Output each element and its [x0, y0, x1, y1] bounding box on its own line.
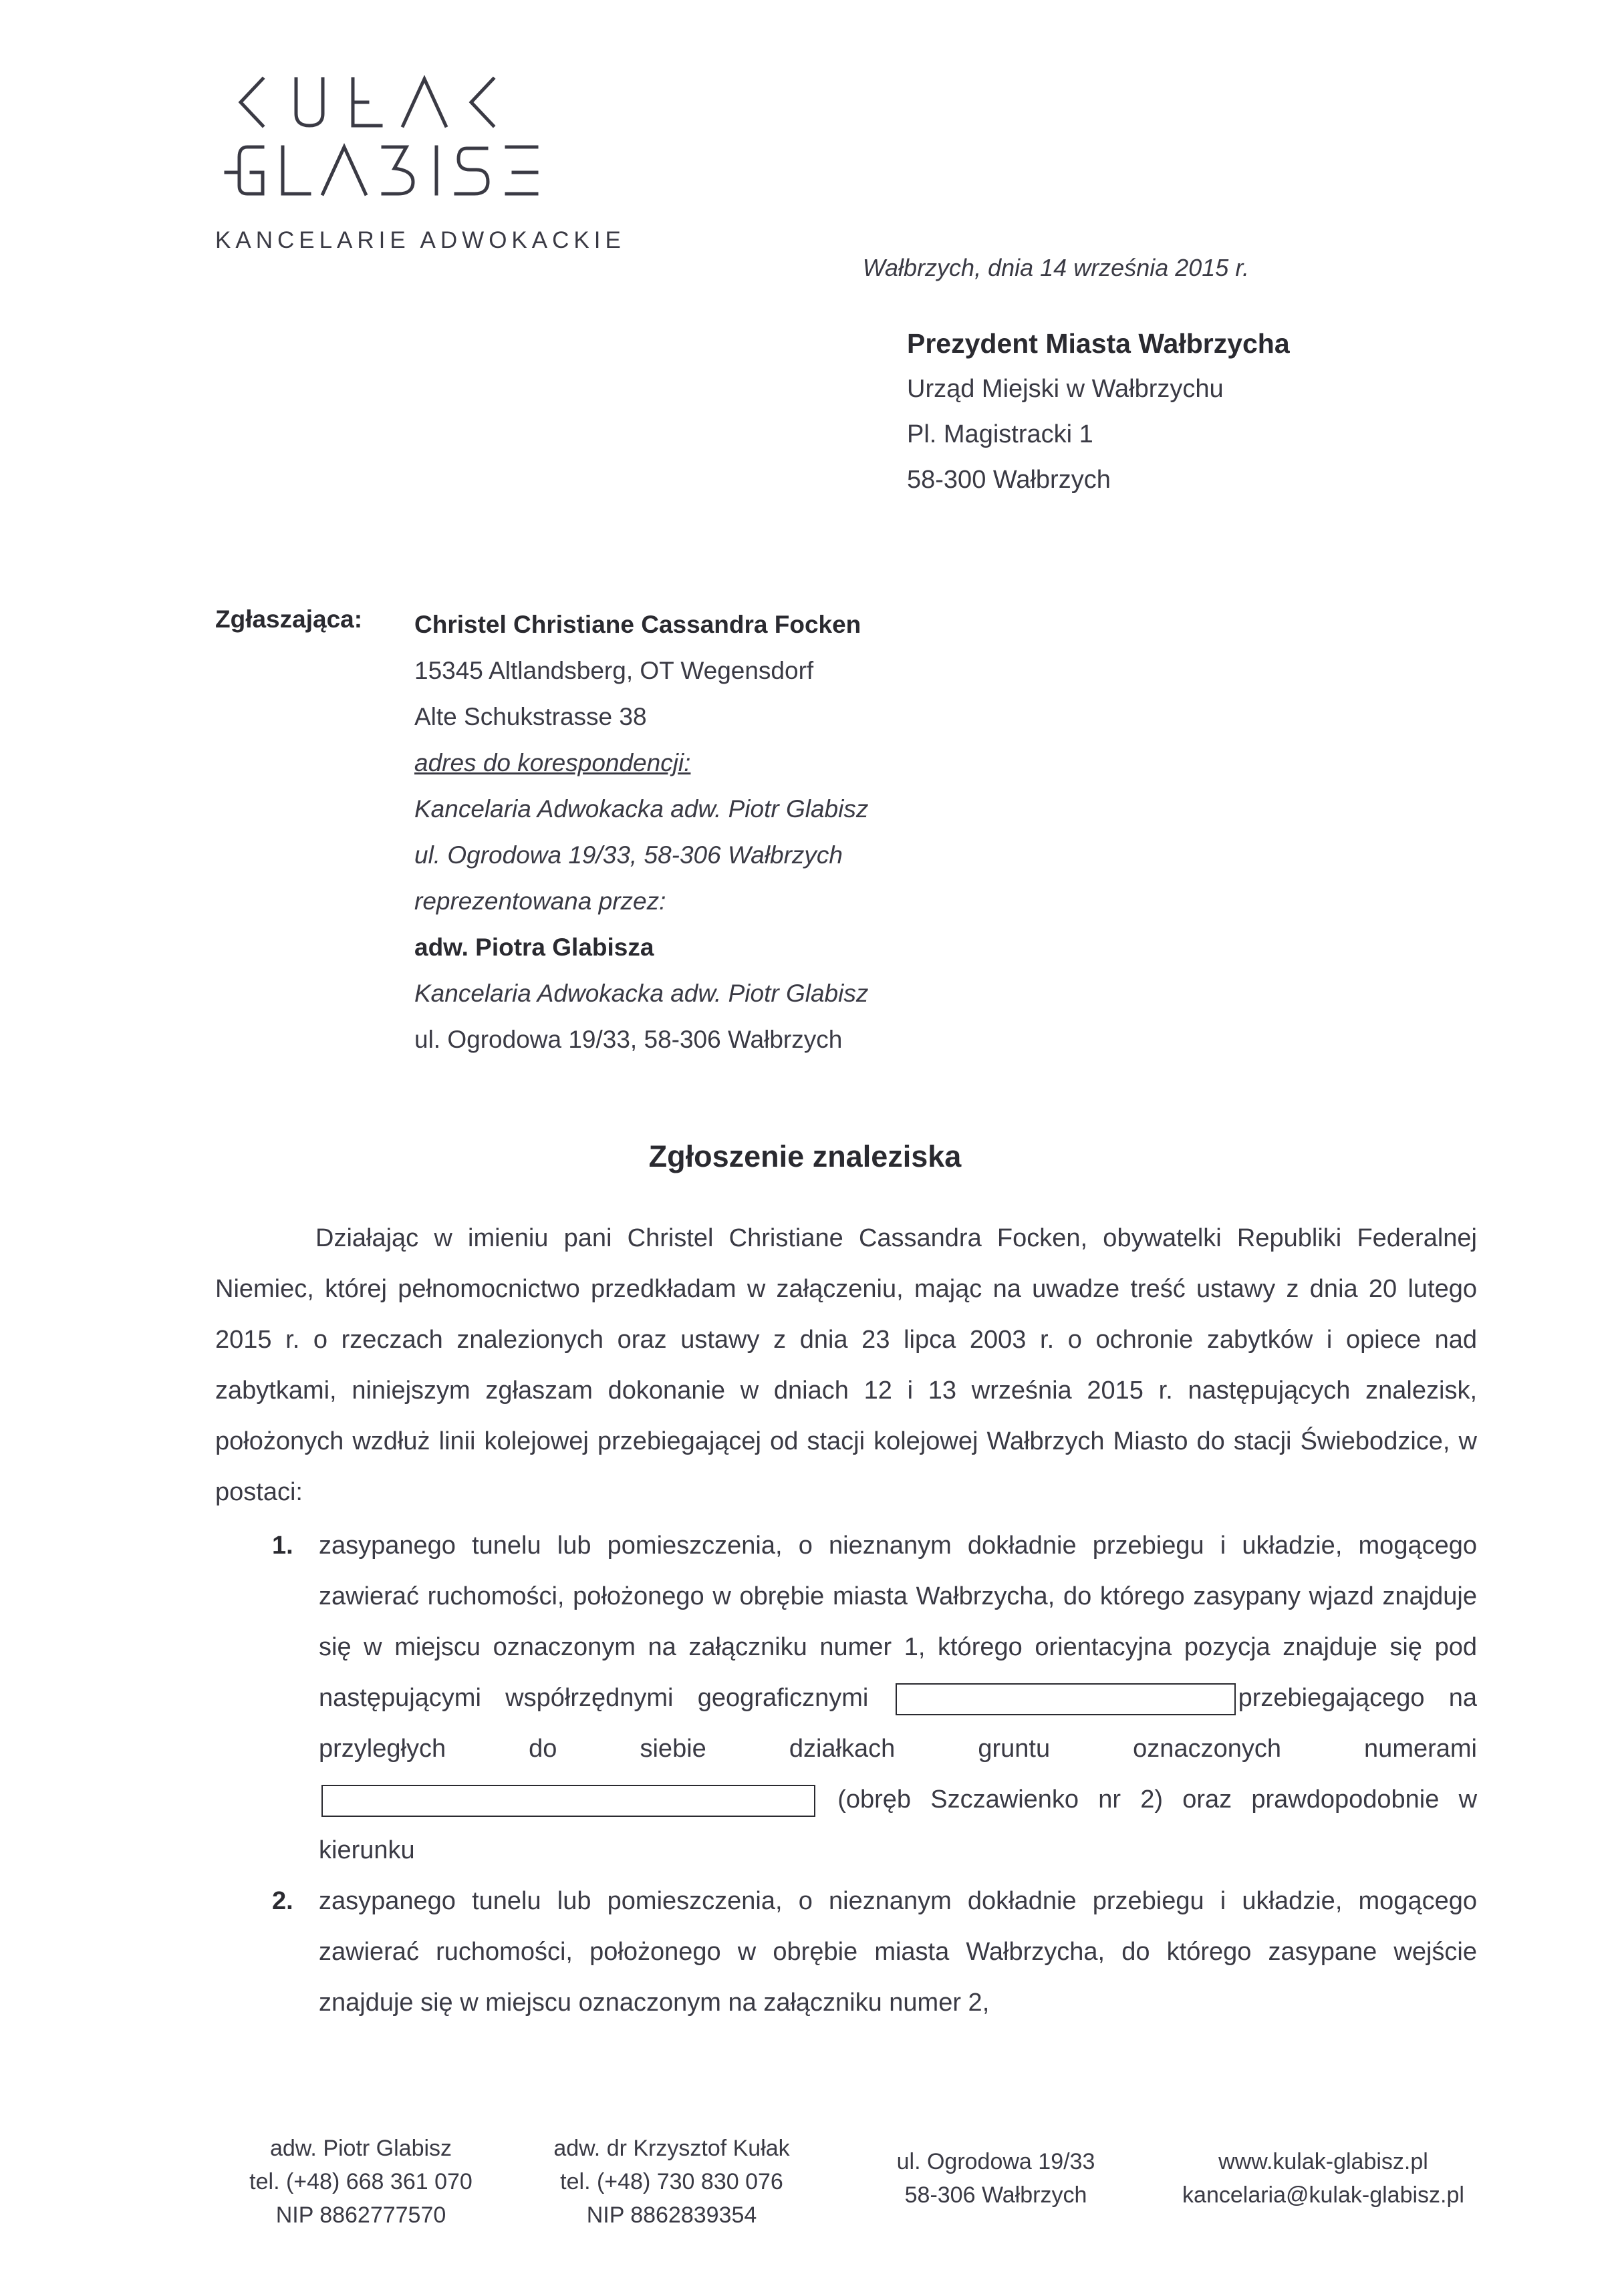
list-item-text: zasypanego tunelu lub pomieszczenia, o nieznanym dokładnie przebiegu i układzie, mogącego zawierać ruchomości, położonego w obrębie miasta Wałbrzycha, do którego zasypany wjazd znajduje się w miejscu oznaczonym na załączniku numer 1, którego orientacyjna pozycja znajduje się pod następującymi współrzędnymi geograficznymi — [319, 1532, 1477, 1712]
footer-column — [1156, 2145, 1490, 2212]
applicant-address-line: Alte Schukstrasse 38 — [414, 703, 647, 730]
footer-line: tel. (+48) 730 830 076 — [560, 2169, 783, 2194]
redacted-coordinates-box — [896, 1683, 1236, 1715]
applicant-label: Zgłaszająca: — [215, 605, 363, 633]
document-date: Wałbrzych, dnia 14 września 2015 r. — [862, 254, 1249, 281]
represented-label: reprezentowana przez: — [414, 887, 666, 915]
list-item-text: zasypanego tunelu lub pomieszczenia, o nieznanym dokładnie przebiegu i układzie, mogącego zawierać ruchomości, położonego w obrębie miasta Wałbrzycha, do którego zasypane wejście znajduje się w miejscu oznaczonym na załączniku numer 2, — [319, 1887, 1477, 2017]
footer-line: 58-306 Wałbrzych — [904, 2182, 1087, 2208]
footer-column — [518, 2132, 825, 2232]
recipient-line: Urząd Miejski w Wałbrzychu — [907, 375, 1224, 403]
applicant-name: Christel Christiane Cassandra Focken — [414, 611, 861, 638]
representative-line: Kancelaria Adwokacka adw. Piotr Glabisz — [414, 980, 869, 1007]
redacted-parcel-numbers-box — [321, 1785, 815, 1817]
footer-line: ul. Ogrodowa 19/33 — [896, 2149, 1095, 2174]
footer-line: NIP 8862839354 — [586, 2202, 757, 2228]
footer-column — [221, 2132, 501, 2232]
logo-subtitle: KANCELARIE ADWOKACKIE — [215, 227, 626, 253]
correspondence-label: adres do korespondencji: — [414, 749, 691, 776]
list-item-text: (obręb Szczawienko nr 2) oraz prawdopodobnie w kierunku — [319, 1785, 1478, 1864]
email-link[interactable]: kancelaria@kulak-glabisz.pl — [1182, 2182, 1464, 2208]
representative-line: ul. Ogrodowa 19/33, 58-306 Wałbrzych — [414, 1026, 843, 1053]
representative-name: adw. Piotra Glabisza — [414, 934, 654, 961]
footer-line: tel. (+48) 668 361 070 — [249, 2169, 473, 2194]
law-firm-logo — [213, 60, 600, 221]
recipient-line: Pl. Magistracki 1 — [907, 420, 1093, 448]
website-link[interactable]: www.kulak-glabisz.pl — [1218, 2149, 1428, 2174]
document-title: Zgłoszenie znaleziska — [648, 1139, 962, 1173]
recipient-block — [907, 321, 1290, 503]
list-item — [215, 1520, 1477, 1876]
footer-line: adw. dr Krzysztof Kułak — [553, 2136, 790, 2161]
correspondence-line: Kancelaria Adwokacka adw. Piotr Glabisz — [414, 795, 869, 823]
list-number: 2. — [272, 1887, 293, 1915]
list-number: 1. — [272, 1532, 293, 1560]
footer-line: adw. Piotr Glabisz — [269, 2136, 452, 2161]
logo-mark — [213, 60, 600, 221]
recipient-name: Prezydent Miasta Wałbrzycha — [907, 328, 1290, 359]
footer-column — [869, 2145, 1123, 2212]
footer-line: NIP 8862777570 — [275, 2202, 446, 2228]
applicant-address-line: 15345 Altlandsberg, OT Wegensdorf — [414, 657, 814, 684]
body-text: Działając w imieniu pani Christel Christiane Cassandra Focken, obywatelki Republiki Federalnej Niemiec, której pełnomocnictwo przedkładam w załączeniu, mając na uwadze treść ustawy z dnia 20 lutego 2015 r. o rzeczach znalezionych oraz ustawy z dnia 23 lipca 2003 r. o ochronie zabytków i opiece nad zabytkami, niniejszym zgłaszam dokonanie w dniach 12 i 13 września 2015 r. następujących znalezisk, położonych wzdłuż linii kolejowej przebiegającej od stacji kolejowej Wałbrzych Miasto do stacji Świebodzice, w postaci: — [215, 1224, 1477, 1506]
list-item-text: przebiegającego na przyległych do siebie działkach gruntu oznaczonych numerami — [319, 1684, 1478, 1763]
body-paragraph — [215, 1213, 1477, 1518]
correspondence-line: ul. Ogrodowa 19/33, 58-306 Wałbrzych — [414, 841, 843, 869]
applicant-block — [414, 601, 868, 1062]
findings-list — [215, 1520, 1477, 2028]
list-item — [215, 1876, 1477, 2028]
recipient-line: 58-300 Wałbrzych — [907, 466, 1111, 494]
